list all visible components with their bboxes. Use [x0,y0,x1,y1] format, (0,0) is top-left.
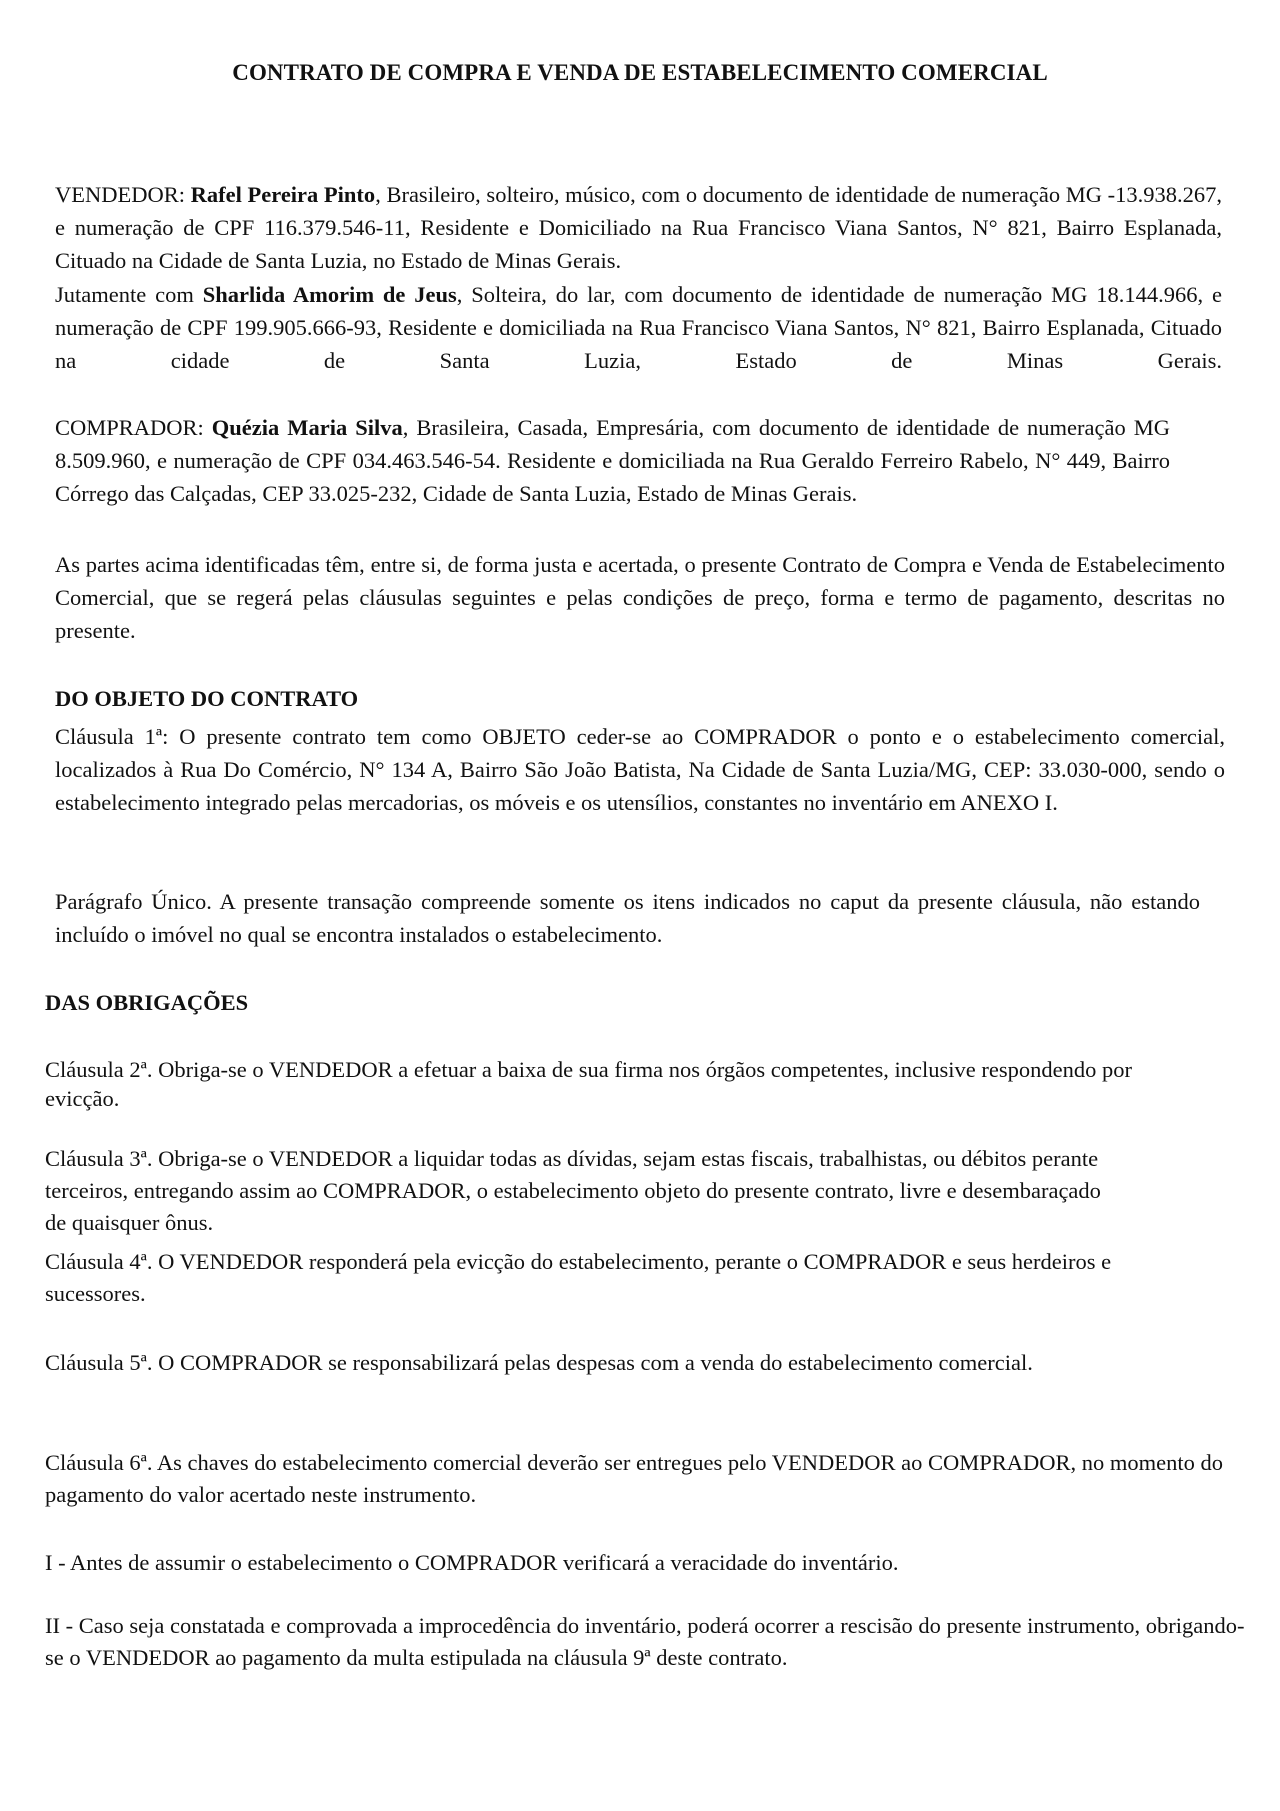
clausula-1: Cláusula 1ª: O presente contrato tem como OBJETO ceder-se ao COMPRADOR o ponto e o estabelecimento comercial, localizados à Rua Do Comércio, N° 134 A, Bairro São João Batista, Na Cidade de Santa Luzia/MG, CEP: 33.030-000, sendo o estabelecimento integrado pelas mercadorias, os móveis e os utensílios, constantes no inventário em ANEXO I. [55,724,1225,815]
objeto-heading: DO OBJETO DO CONTRATO [55,686,359,711]
comprador-name: Quézia Maria Silva [211,415,403,440]
vendedor-name: Rafel Pereira Pinto [190,182,376,207]
clausula-6: Cláusula 6ª. As chaves do estabelecimento comercial deverão ser entregues pelo VENDEDOR ao COMPRADOR, no momento do pagamento do valor acertado neste instrumento. [45,1450,1224,1507]
comprador-text: , Brasileira, Casada, Empresária, com documento de identidade de numeração MG 8.509.960, e numeração de CPF 034.463.546-54. Residente e domiciliada na Rua Geraldo Ferreiro Rabelo, N° 449, Bairro Córrego das Calçadas, CEP 33.025-232, Cidade de Santa Luzia, Estado de Minas Gerais. [55,415,1170,506]
vendedor-label: VENDEDOR: [55,182,191,207]
clausula-3: Cláusula 3ª. Obriga-se o VENDEDOR a liquidar todas as dívidas, sejam estas fiscais, trabalhistas, ou débitos perante terceiros, entregando assim ao COMPRADOR, o estabelecimento objeto do presente contrato, livre e desembaraçado de quaisquer ônus. [45,1146,1101,1235]
joint-name: Sharlida Amorim de Jeus [202,282,457,307]
vendedor-text: , Brasileiro, solteiro, músico, com o documento de identidade de numeração MG -13.938.267, e numeração de CPF 116.379.546-11, Residente e Domiciliado na Rua Francisco Viana Santos, N° 821, Bairro Esplanada, Cituado na Cidade de Santa Luzia, no Estado de Minas Gerais. [55,182,1222,273]
obrigacoes-heading: DAS OBRIGAÇÕES [45,990,249,1015]
comprador-paragraph [55,411,1170,510]
joint-prefix: Jutamente com [55,282,203,307]
comprador-label: COMPRADOR: [55,415,212,440]
vendedor-paragraph [55,178,1222,277]
clausula-5: Cláusula 5ª. O COMPRADOR se responsabilizará pelas despesas com a venda do estabelecimento comercial. [45,1350,1033,1375]
item-i: I - Antes de assumir o estabelecimento o COMPRADOR verificará a veracidade do inventário. [45,1550,899,1575]
joint-text: , Solteira, do lar, com documento de identidade de numeração MG 18.144.966, e numeração de CPF 199.905.666-93, Residente e domiciliada na Rua Francisco Viana Santos, N° 821, Bairro Esplanada, Cituado na cidade de Santa Luzia, Estado de Minas Gerais. [55,282,1222,373]
vendedor-joint-paragraph [55,278,1222,377]
clausula-4: Cláusula 4ª. O VENDEDOR responderá pela evicção do estabelecimento, perante o COMPRADOR e seus herdeiros e sucessores. [45,1249,1112,1306]
document-title: CONTRATO DE COMPRA E VENDA DE ESTABELECIMENTO COMERCIAL [232,60,1048,85]
partes-paragraph: As partes acima identificadas têm, entre si, de forma justa e acertada, o presente Contrato de Compra e Venda de Estabelecimento Comercial, que se regerá pelas cláusulas seguintes e pelas condições de preço, forma e termo de pagamento, descritas no presente. [55,552,1225,643]
item-ii: II - Caso seja constatada e comprovada a improcedência do inventário, poderá ocorrer a rescisão do presente instrumento, obrigando-se o VENDEDOR ao pagamento da multa estipulada na cláusula 9ª deste contrato. [45,1613,1245,1670]
paragrafo-unico: Parágrafo Único. A presente transação compreende somente os itens indicados no caput da presente cláusula, não estando incluído o imóvel no qual se encontra instalados o estabelecimento. [55,889,1200,947]
clausula-2: Cláusula 2ª. Obriga-se o VENDEDOR a efetuar a baixa de sua firma nos órgãos competentes, inclusive respondendo por evicção. [45,1057,1132,1111]
